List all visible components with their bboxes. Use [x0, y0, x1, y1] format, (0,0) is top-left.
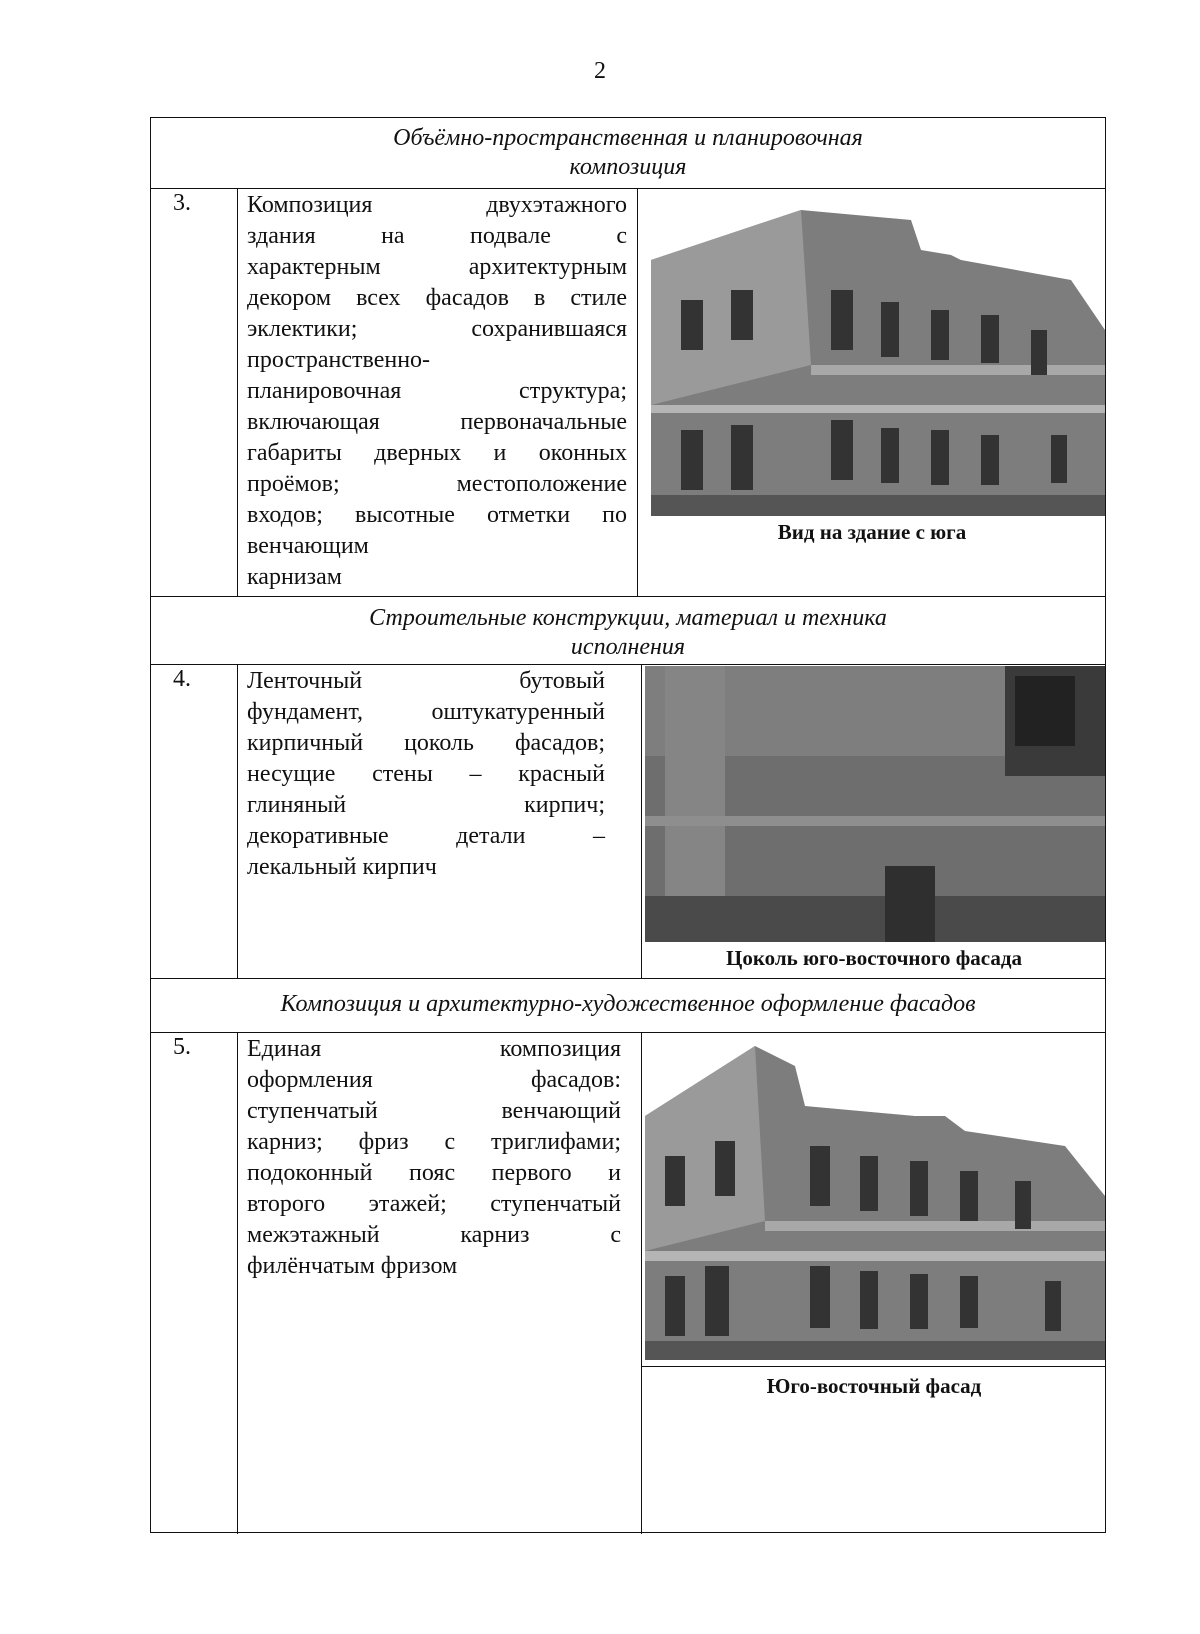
section-heading-construction: Строительные конструкции, материал и техника исполнения	[369, 605, 887, 660]
row-description: Ленточный бутовый фундамент, оштукатуренный кирпичный цоколь фасадов; несущие стены – красный глиняный кирпич; декоративные детали – лекальный кирпич	[247, 668, 605, 880]
photo-caption: Цоколь юго-восточного фасада	[725, 946, 1023, 970]
building-photo-southeast	[645, 1036, 1105, 1360]
photo-caption: Вид на здание с юга	[777, 520, 967, 544]
row-number: 5.	[173, 1034, 191, 1060]
section-heading-composition: Объёмно-пространственная и планировочная композиция	[393, 125, 863, 180]
row-number: 3.	[173, 190, 191, 216]
photo-caption: Юго-восточный фасад	[766, 1374, 982, 1398]
row-description: Единая композиция оформления фасадов: ступенчатый венчающий карниз; фриз с триглифами; подоконный пояс первого и второго этажей; ступенчатый межэтажный карниз с филёнчатым фризом	[247, 1036, 621, 1279]
plinth-photo	[645, 666, 1105, 942]
row-description: Композиция двухэтажного здания на подвале с характерным архитектурным декором всех фасадов в стиле эклектики; сохранившаяся пространственно- планировочная структура; включающая первоначальные габариты дверных и оконных проёмов; местоположение входов; высотные отметки по венчающим карнизам	[247, 192, 627, 590]
building-photo-south	[651, 190, 1105, 516]
row-number: 4.	[173, 666, 191, 692]
page-number: 2	[594, 58, 606, 84]
section-heading-facades: Композиция и архитектурно-художественное оформление фасадов	[280, 991, 976, 1017]
heritage-table	[150, 117, 1106, 1533]
